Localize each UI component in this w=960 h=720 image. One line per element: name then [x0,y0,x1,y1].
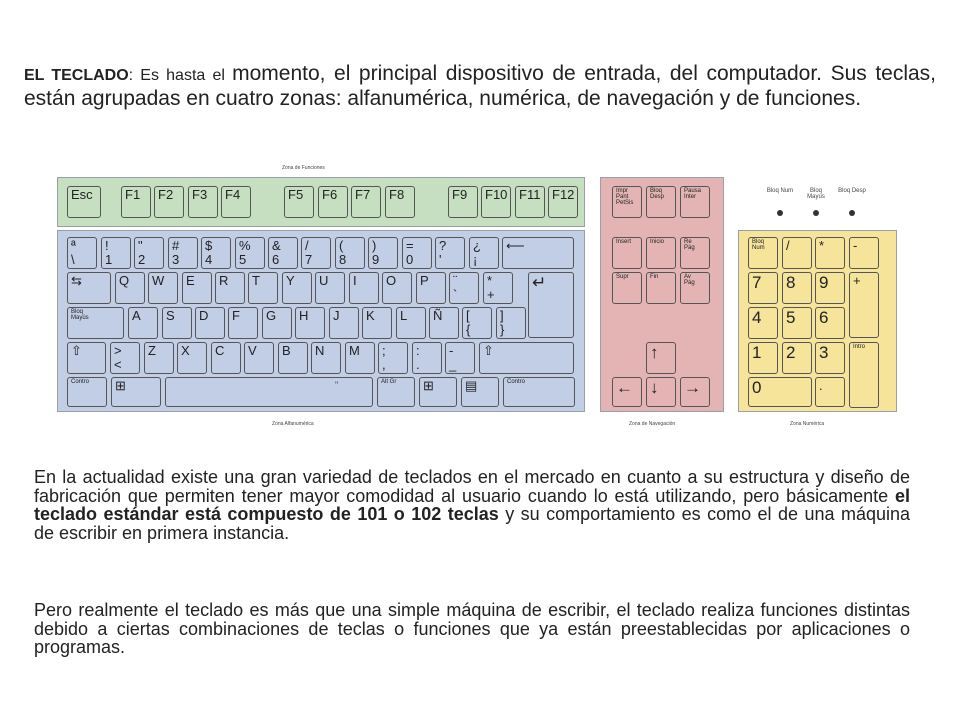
lock-label-num: Bloq Num [766,188,794,194]
key: Alt Gr [377,377,415,407]
key: - [849,237,879,269]
para2-text: Pero realmente el teclado es más que una simple máquina de escribir, el teclado realiza funciones distintas debido a ciertas combinaciones de teclas o funciones que ya están preestablecidas por aplicaciones o programas. [34,600,910,657]
key: G [262,307,292,339]
keyboard-diagram [57,160,897,430]
key: I [349,272,379,304]
led-scroll-lock [849,210,855,216]
key: O [382,272,412,304]
key: F4 [221,186,251,218]
key: & 6 [268,237,298,269]
key: 6 [815,307,845,339]
key: Insert [612,237,642,269]
key: ; , [378,342,408,374]
key: Z [144,342,174,374]
key: T [248,272,278,304]
key: L [396,307,426,339]
key: + [849,272,879,338]
key: F1 [121,186,151,218]
key [165,377,373,407]
key: ⇆ [67,272,111,304]
key: W [148,272,178,304]
key: M [345,342,375,374]
key: R [215,272,245,304]
key: ¨ ` [449,272,479,304]
key: ▤ [461,377,499,407]
intro-text: momento, el principal dispositivo de entrada, del computador. Sus teclas, están agrupadas en cuatro zonas: alfanumérica, numérica, de navegación y de funciones. [24,62,937,110]
key: ª \ [67,237,97,269]
paragraph-keyboard-variety [34,468,910,542]
key: F9 [448,186,478,218]
key: Inicio [646,237,676,269]
key: X [177,342,207,374]
key: F7 [351,186,381,218]
key: B [278,342,308,374]
intro-lead: EL TECLADO [24,67,129,84]
led-caps-lock [813,210,819,216]
key: % 5 [235,237,265,269]
key: Y [282,272,312,304]
key: ⟵ [502,237,574,269]
key: 1 [748,342,778,374]
key: * + [483,272,513,304]
key: 0 [748,377,812,407]
key: Ñ [429,307,459,339]
key: ⇧ [67,342,106,374]
intro-lead-text: Es hasta el [133,67,233,84]
key: C [211,342,241,374]
key: ( 8 [335,237,365,269]
key: S [162,307,192,339]
space-row-mark: " [335,380,339,390]
key: Av Pág [680,272,710,304]
key: ¿ ¡ [469,237,499,269]
key: → [680,377,710,407]
key: Bloq Mayús [67,307,124,339]
zone-label-numeric: Zona Numérica [790,421,825,427]
paragraph-keyboard-functions [34,601,910,657]
key: K [362,307,392,339]
zone-label-functions: Zona de Funciones [282,165,325,171]
key: ! 1 [101,237,131,269]
key: H [295,307,325,339]
lock-label-scroll: Bloq Desp [838,188,866,194]
key: Fin [646,272,676,304]
key: [ { [462,307,492,339]
key: F12 [548,186,578,218]
key: 2 [782,342,812,374]
key: / 7 [301,237,331,269]
key: Contro [67,377,107,407]
key: Impr Pant PetSis [612,186,642,218]
key: J [329,307,359,339]
key: F6 [318,186,348,218]
key: E [182,272,212,304]
key: ? ' [435,237,465,269]
key: 8 [782,272,812,304]
key: Re Pág [680,237,710,269]
key: ↓ [646,377,676,407]
key: F2 [154,186,184,218]
key: Pausa Inter [680,186,710,218]
intro-paragraph [24,62,936,110]
key: Esc [67,186,101,218]
led-num-lock [777,210,783,216]
key: V [244,342,274,374]
key: F3 [188,186,218,218]
key: Bloq Num [748,237,778,269]
key: N [311,342,341,374]
para1-bold: el teclado estándar está compuesto de 101 o 102 teclas [34,485,910,524]
key: ↑ [646,342,676,374]
key: = 0 [402,237,432,269]
key: U [315,272,345,304]
key: 3 [815,342,845,374]
zone-label-alpha: Zona Alfanumérica [272,421,314,427]
key: 5 [782,307,812,339]
key: Q [115,272,145,304]
key: F8 [385,186,415,218]
para1-text: En la actualidad existe una gran variedad de teclados en el mercado en cuanto a su estructura y diseño de fabricación que permiten tener mayor comodidad al usuario cuando lo está utilizando, pero básicamente [34,467,910,506]
key: # 3 [168,237,198,269]
key: / [782,237,812,269]
key: 9 [815,272,845,304]
key: Intro [849,342,879,408]
key: 7 [748,272,778,304]
key: . [815,377,845,407]
para1-rest: y su comportamiento es como el de una máquina de escribir en primera instancia. [34,504,910,543]
key: ⇧ [479,342,574,374]
zone-label-navigation: Zona de Navegación [629,421,676,427]
key: : . [412,342,442,374]
key: ⊞ [111,377,161,407]
intro-colon: : [128,67,134,84]
key: F5 [284,186,314,218]
lock-label-caps: Bloq Mayús [807,188,825,200]
key: D [195,307,225,339]
key: A [128,307,158,339]
key: 4 [748,307,778,339]
key: ) 9 [368,237,398,269]
key: Supr [612,272,642,304]
key: * [815,237,845,269]
key: - _ [445,342,475,374]
key: " 2 [134,237,164,269]
key: Bloq Desp [646,186,676,218]
key: F11 [515,186,545,218]
key: > < [110,342,140,374]
key: F [228,307,258,339]
key: ⊞ [419,377,457,407]
key: ] } [496,307,526,339]
key: P [416,272,446,304]
key: $ 4 [201,237,231,269]
key: Contro [503,377,575,407]
key: ← [612,377,642,407]
key: ↵ [528,272,574,338]
key: F10 [481,186,511,218]
